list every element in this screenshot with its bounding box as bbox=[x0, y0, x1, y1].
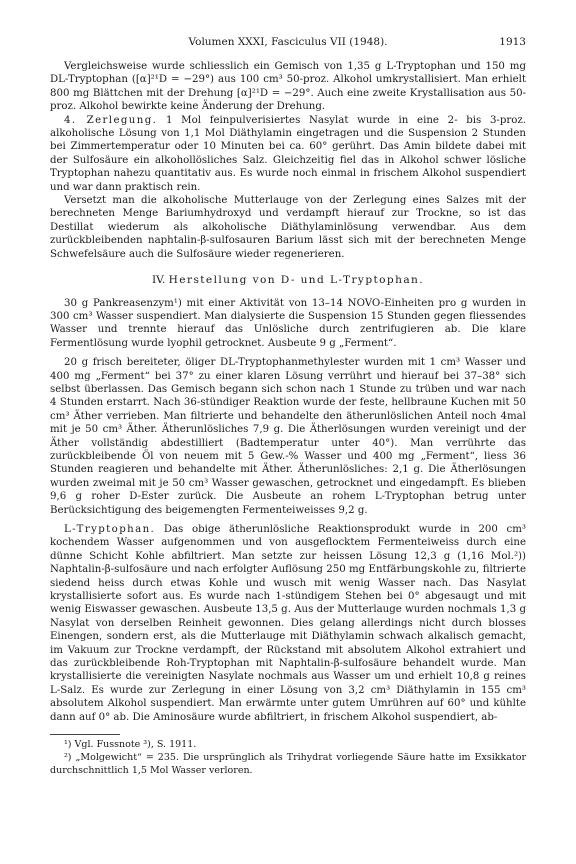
journal-volume-title: Volumen XXXI, Fasciculus VII (1948). bbox=[188, 36, 388, 48]
footnote-rule bbox=[50, 734, 120, 735]
section-number: IV. bbox=[151, 274, 169, 287]
ester-paragraph: 20 g frisch bereiteter, öliger DL-Tryptophanmethylester wurden mit 1 cm³ Wasser und 400 mg „Ferment“ bei 37° zu einer klaren Lösung verrührt und hierauf bei 37–38° sich selbst überlassen. Das Gemisch begann sich schon nach 1 Stunde zu trüben und war nach 4 Stunden erstarrt. Nach 36-stündiger Reaktion wurde der feste, hellbraune Kuchen mit 50 cm³ Äther verrieben. Man filtrierte und behandelte den ätherunlöslichen Anteil noch 4mal mit je 50 cm³ Äther. Ätherunlösliches 7,9 g. Die Ätherlösungen wurden vereinigt und der Äther vollständig abdestilliert (Badtemperatur unter 40°). Man verrührte das zurückbleibende Öl von neuem mit 5 Gew.-% Wasser und 400 mg „Ferment“, liess 36 Stunden reagieren und behandelte mit Äther. Ätherunlösliches: 2,1 g. Die Ätherlösungen wurden zweimal mit je 50 cm³ Wasser gewaschen, getrocknet und eingedampft. Es blieben 9,6 g roher D-Ester zurück. Die Ausbeute an rohem L-Tryptophan betrug unter Berücksichtigung des beigemengten Fermenteiweisses 9,2 g. bbox=[50, 357, 526, 516]
l-tryptophan-text: Das obige ätherunlösliche Reaktionsprodukt wurde in 200 cm³ kochendem Wasser aufgenommen und von ausgeflocktem Fermenteiweiss durch eine dünne Schicht Kohle abfiltriert. Man setzte zur heissen Lösung 12,3 g (1,16 Mol.²)) Naphtalin-β-sulfosäure und nach erfolgter Auflösung 250 mg Entfärbungskohle zu, filtrierte siedend heiss durch etwas Kohle und wusch mit wenig Wasser nach. Das Nasylat krystallisierte sofort aus. Es wurde nach 1-stündigem Stehen bei 0° abgesaugt und mit wenig Eiswasser gewaschen. Ausbeute 13,5 g. Aus der Mutterlauge wurden nochmals 1,3 g Nasylat von derselben Reinheit gewonnen. Dies gelang allerdings nicht durch blosses Einengen, sondern erst, als die Mutterlauge mit Diäthylamin schwach alkalisch gemacht, im Vakuum zur Trockne verdampft, der Rückstand mit absolutem Alkohol extrahiert und das zurückbleibende Roh-Tryptophan mit Naphtalin-β-sulfosäure behandelt wurde. Man krystallisierte die vereinigten Nasylate nochmals aus Wasser um und erhielt 10,8 g reines L-Salz. Es wurde zur Zerlegung in einer Lösung von 3,2 cm³ Diäthylamin in 155 cm³ absolutem Alkohol suspendiert. Man erwärmte unter gutem Umrühren auf 60° und kühlte dann auf 0° ab. Die Aminosäure wurde abfiltriert, in frischem Alkohol suspendiert, ab- bbox=[50, 524, 526, 723]
section-title: Herstellung von D- und L-Tryptophan. bbox=[168, 274, 425, 287]
l-tryptophan-paragraph bbox=[50, 523, 526, 724]
footnote-1: ¹) Vgl. Fussnote ³), S. 1911. bbox=[64, 739, 197, 751]
regeneration-paragraph: Versetzt man die alkoholische Mutterlauge von der Zerlegung eines Salzes mit der berechneten Menge Bariumhydroxyd und verdampft hierauf zur Trockne, so ist das Destillat wiederum als alkoholische Diäthylaminlösung verwendbar. Aus dem zurückbleibenden naphtalin-β-sulfosauren Barium lässt sich mit der berechneten Menge Schwefelsäure auch die Sulfosäure wieder regenerieren. bbox=[50, 195, 526, 260]
l-tryptophan-heading: L-Tryptophan. bbox=[64, 524, 156, 535]
footnote-2: ²) „Molgewicht“ = 235. Die ursprünglich als Trihydrat vorliegende Säure hatte im Exsikkator durchschnittlich 1,5 Mol Wasser verloren. bbox=[50, 752, 526, 776]
section-heading bbox=[50, 274, 526, 287]
page-number: 1913 bbox=[499, 36, 526, 48]
comparison-paragraph: Vergleichsweise wurde schliesslich ein Gemisch von 1,35 g L-Tryptophan und 150 mg DL-Tryptophan ([α]²¹D = −29°) aus 100 cm³ 50-proz. Alkohol umkrystallisiert. Man erhielt 800 mg Blättchen mit der Drehung [α]²¹D = −29°. Auch eine zweite Krystallisation aus 50-proz. Alkohol bewirkte keine Änderung der Drehung. bbox=[50, 61, 526, 113]
enzyme-paragraph: 30 g Pankreasenzym¹) mit einer Aktivität von 13–14 NOVO-Einheiten pro g wurden in 300 cm³ Wasser suspendiert. Man dialysierte die Suspension 15 Stunden gegen fliessendes Wasser und trennte hierauf das Unlösliche durch zentrifugieren ab. Die klare Fermentlösung wurde lyophil getrocknet. Ausbeute 9 g „Ferment“. bbox=[50, 297, 526, 349]
zerlegung-heading: 4. Zerlegung. bbox=[64, 114, 158, 126]
zerlegung-paragraph bbox=[50, 114, 526, 194]
journal-page bbox=[50, 36, 526, 777]
zerlegung-text: 1 Mol feinpulverisiertes Nasylat wurde in eine 2- bis 3-proz. alkoholische Lösung von 1,1 Mol Diäthylamin eingetragen und die Suspension 2 Stunden bei Zimmertemperatur oder 10 Minuten bei ca. 60° gerührt. Das Amin bildete dabei mit der Sulfosäure ein alkohollösliches Salz. Gleichzeitig fiel das in Alkohol schwer lösliche Tryptophan nahezu quantitativ aus. Es wurde noch einmal in frischem Alkohol suspendiert und war dann praktisch rein. bbox=[50, 114, 527, 193]
running-header bbox=[50, 36, 526, 50]
